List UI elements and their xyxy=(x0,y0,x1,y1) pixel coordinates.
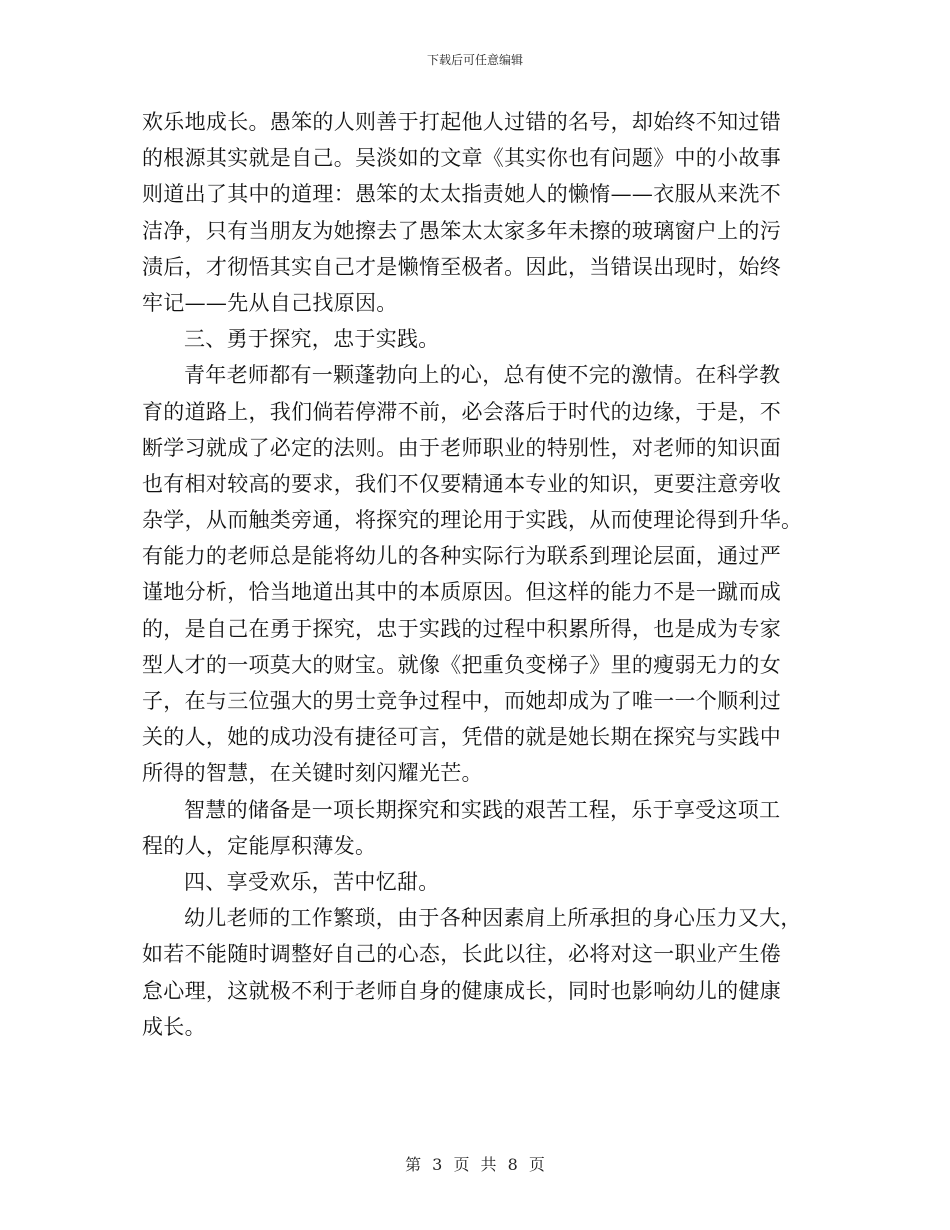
body-line: 断学习就成了必定的法则。由于老师职业的特别性，对老师的知识面 xyxy=(142,435,781,460)
body-line: 的，是自己在勇于探究，忠于实践的过程中积累所得，也是成为专家 xyxy=(142,616,781,641)
body-line: 所得的智慧，在关键时刻闪耀光芒。 xyxy=(142,761,483,786)
body-line: 如若不能随时调整好自己的心态，长此以往，必将对这一职业产生倦 xyxy=(142,942,781,967)
body-line: 有能力的老师总是能将幼儿的各种实际行为联系到理论层面，通过严 xyxy=(142,544,781,569)
page-number-footer: 第 3 页 共 8 页 xyxy=(405,1155,545,1174)
body-line: 怠心理，这就极不利于老师自身的健康成长，同时也影响幼儿的健康 xyxy=(142,978,781,1003)
document-body xyxy=(142,104,810,1045)
body-line: 子，在与三位强大的男士竞争过程中，而她却成为了唯一一个顺利过 xyxy=(142,689,781,713)
body-line: 渍后，才彻悟其实自己才是懒惰至极者。因此，当错误出现时，始终 xyxy=(142,254,781,279)
body-line: 育的道路上，我们倘若停滞不前，必会落后于时代的边缘，于是，不 xyxy=(142,399,781,424)
body-line: 程的人，定能厚积薄发。 xyxy=(142,833,377,858)
section-heading: 三、勇于探究，忠于实践。 xyxy=(184,327,440,352)
body-line: 型人才的一项莫大的财宝。就像《把重负变梯子》里的瘦弱无力的女 xyxy=(142,652,781,677)
body-line: 关的人，她的成功没有捷径可言，凭借的就是她长期在探究与实践中 xyxy=(142,725,781,750)
body-line: 成长。 xyxy=(142,1014,206,1039)
body-line: 杂学，从而触类旁通，将探究的理论用于实践，从而使理论得到升华。 xyxy=(142,508,803,533)
body-line: 欢乐地成长。愚笨的人则善于打起他人过错的名号，却始终不知过错 xyxy=(142,110,781,134)
section-heading: 四、享受欢乐，苦中忆甜。 xyxy=(184,869,440,894)
body-line: 的根源其实就是自己。吴淡如的文章《其实你也有问题》中的小故事 xyxy=(142,146,781,171)
body-line: 智慧的储备是一项长期探究和实践的艰苦工程，乐于享受这项工 xyxy=(184,797,781,822)
body-line: 谨地分析，恰当地道出其中的本质原因。但这样的能力不是一蹴而成 xyxy=(142,580,781,605)
body-line: 幼儿老师的工作繁琐，由于各种因素肩上所承担的身心压力又大， xyxy=(184,906,802,931)
page-header: 下载后可任意编辑 xyxy=(426,53,523,67)
body-line: 洁净，只有当朋友为她擦去了愚笨太太家多年未擦的玻璃窗户上的污 xyxy=(142,218,781,243)
body-line: 则道出了其中的道理：愚笨的太太指责她人的懒惰——衣服从来洗不 xyxy=(142,182,781,207)
body-line: 也有相对较高的要求，我们不仅要精通本专业的知识，更要注意旁收 xyxy=(142,471,781,496)
body-line: 牢记——先从自己找原因。 xyxy=(142,290,398,315)
body-line: 青年老师都有一颗蓬勃向上的心，总有使不完的激情。在科学教 xyxy=(184,363,781,388)
